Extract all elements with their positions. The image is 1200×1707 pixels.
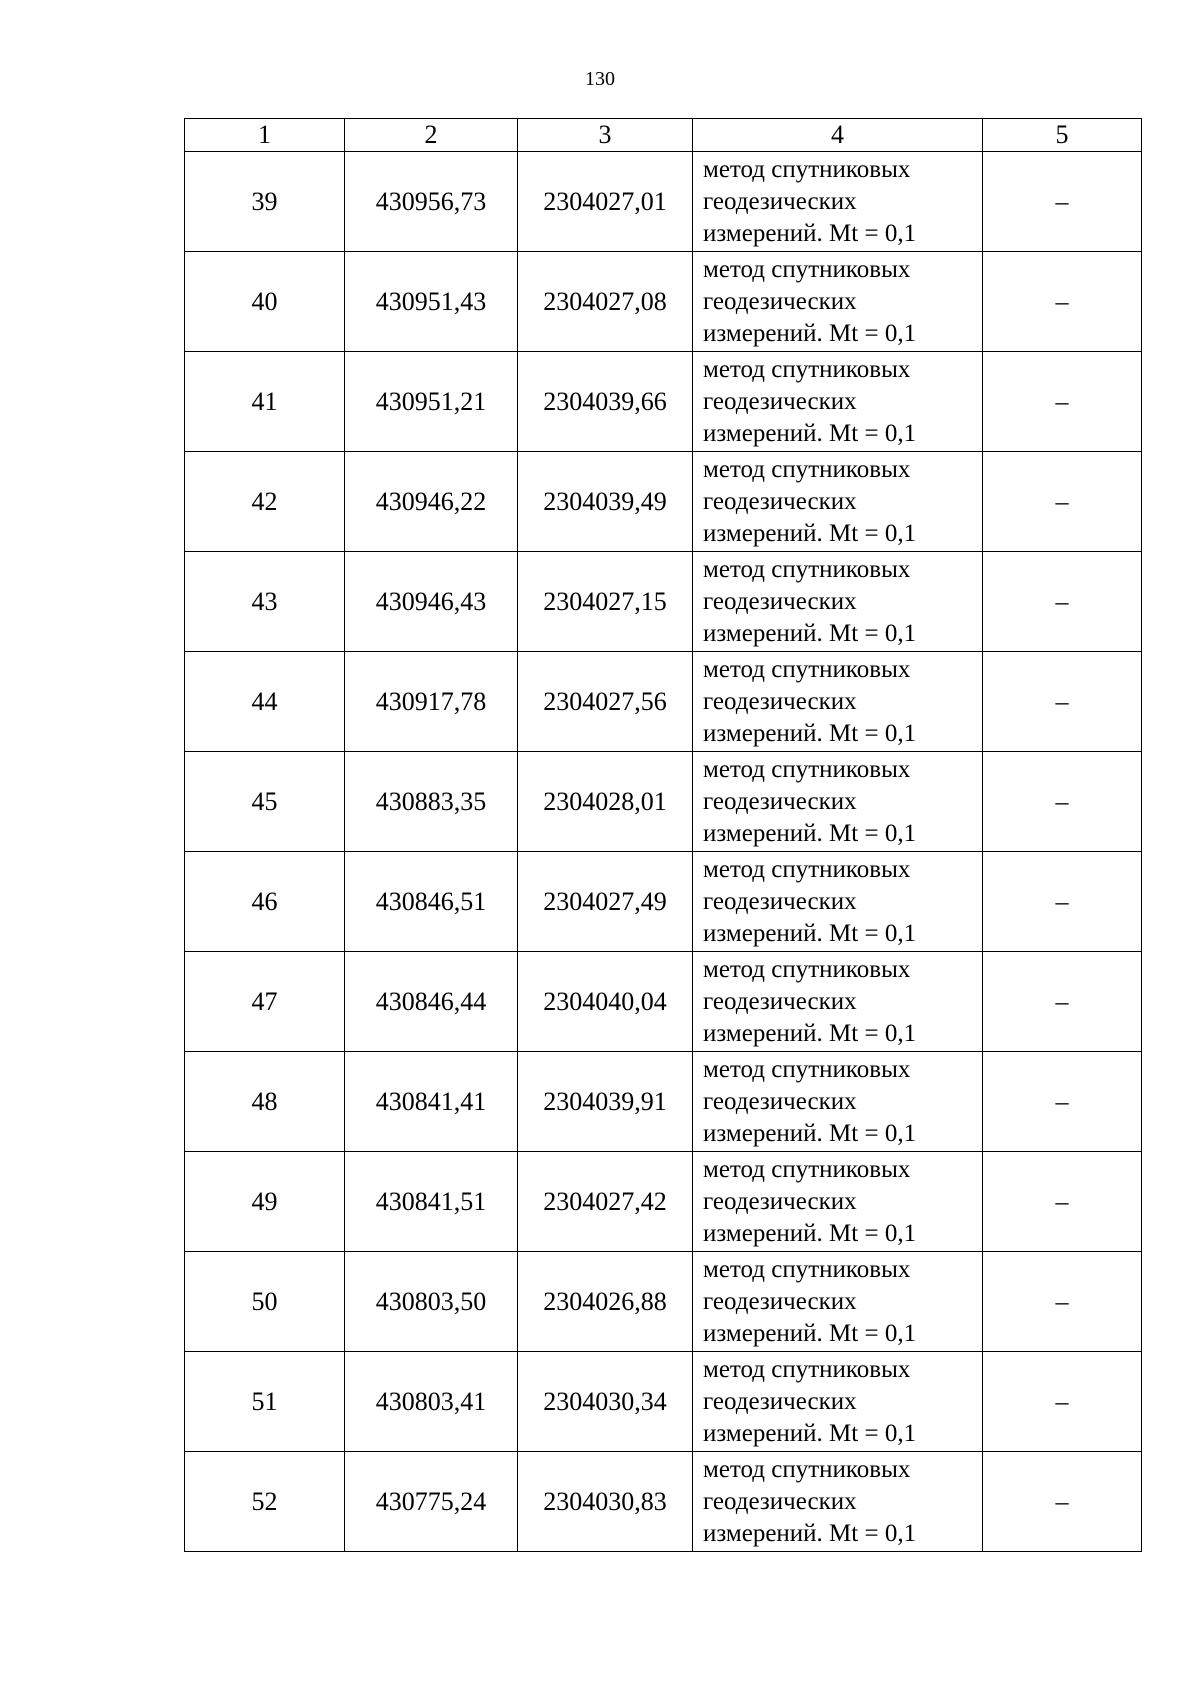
- note-cell: –: [983, 1352, 1142, 1452]
- column-header: 5: [983, 119, 1142, 152]
- y-coordinate-cell: 2304039,66: [518, 352, 693, 452]
- method-text-line: метод спутниковых: [703, 155, 911, 183]
- table-row: [185, 252, 1142, 352]
- table-row: [185, 652, 1142, 752]
- point-number-cell: 52: [185, 1452, 345, 1552]
- page-number: 130: [585, 68, 615, 90]
- y-coordinate-cell: 2304028,01: [518, 752, 693, 852]
- method-text-line: измерений. Mt = 0,1: [703, 1019, 917, 1047]
- point-number-cell: 43: [185, 552, 345, 652]
- point-number-cell: 41: [185, 352, 345, 452]
- method-text-line: метод спутниковых: [703, 255, 911, 283]
- note-cell: –: [983, 652, 1142, 752]
- method-cell: [693, 352, 983, 452]
- y-coordinate-cell: 2304027,08: [518, 252, 693, 352]
- y-coordinate-cell: 2304027,56: [518, 652, 693, 752]
- method-cell: [693, 652, 983, 752]
- table-row: [185, 152, 1142, 252]
- note-cell: –: [983, 952, 1142, 1052]
- note-cell: –: [983, 152, 1142, 252]
- point-number-cell: 49: [185, 1152, 345, 1252]
- method-cell: [693, 752, 983, 852]
- method-text-line: метод спутниковых: [703, 1155, 911, 1183]
- y-coordinate-cell: 2304039,91: [518, 1052, 693, 1152]
- x-coordinate-cell: 430956,73: [345, 152, 518, 252]
- point-number-cell: 47: [185, 952, 345, 1052]
- method-text-line: метод спутниковых: [703, 955, 911, 983]
- point-number-cell: 51: [185, 1352, 345, 1452]
- method-text-line: метод спутниковых: [703, 455, 911, 483]
- method-text-line: измерений. Mt = 0,1: [703, 719, 917, 747]
- method-text-line: метод спутниковых: [703, 855, 911, 883]
- point-number-cell: 50: [185, 1252, 345, 1352]
- point-number-cell: 46: [185, 852, 345, 952]
- method-text-line: метод спутниковых: [703, 1455, 911, 1483]
- table-row: [185, 752, 1142, 852]
- x-coordinate-cell: 430841,51: [345, 1152, 518, 1252]
- y-coordinate-cell: 2304027,15: [518, 552, 693, 652]
- method-cell: [693, 1252, 983, 1352]
- method-text-line: измерений. Mt = 0,1: [703, 319, 917, 347]
- method-text-line: измерений. Mt = 0,1: [703, 419, 917, 447]
- table-row: [185, 1352, 1142, 1452]
- method-text-line: геодезических: [703, 487, 857, 515]
- note-cell: –: [983, 552, 1142, 652]
- x-coordinate-cell: 430803,50: [345, 1252, 518, 1352]
- note-cell: –: [983, 1052, 1142, 1152]
- x-coordinate-cell: 430917,78: [345, 652, 518, 752]
- x-coordinate-cell: 430846,51: [345, 852, 518, 952]
- point-number-cell: 45: [185, 752, 345, 852]
- method-text-line: измерений. Mt = 0,1: [703, 1119, 917, 1147]
- x-coordinate-cell: 430841,41: [345, 1052, 518, 1152]
- table-row: [185, 852, 1142, 952]
- point-number-cell: 40: [185, 252, 345, 352]
- method-text-line: геодезических: [703, 1087, 857, 1115]
- method-text-line: метод спутниковых: [703, 1255, 911, 1283]
- method-text-line: геодезических: [703, 287, 857, 315]
- x-coordinate-cell: 430803,41: [345, 1352, 518, 1452]
- y-coordinate-cell: 2304027,01: [518, 152, 693, 252]
- method-text-line: геодезических: [703, 687, 857, 715]
- method-text-line: измерений. Mt = 0,1: [703, 819, 917, 847]
- method-cell: [693, 152, 983, 252]
- x-coordinate-cell: 430946,43: [345, 552, 518, 652]
- table-row: [185, 952, 1142, 1052]
- y-coordinate-cell: 2304026,88: [518, 1252, 693, 1352]
- column-header: 4: [693, 119, 983, 152]
- method-cell: [693, 1452, 983, 1552]
- y-coordinate-cell: 2304030,34: [518, 1352, 693, 1452]
- method-text-line: метод спутниковых: [703, 755, 911, 783]
- method-text-line: геодезических: [703, 1387, 857, 1415]
- method-text-line: измерений. Mt = 0,1: [703, 1219, 917, 1247]
- x-coordinate-cell: 430846,44: [345, 952, 518, 1052]
- method-text-line: метод спутниковых: [703, 555, 911, 583]
- note-cell: –: [983, 852, 1142, 952]
- table-row: [185, 1152, 1142, 1252]
- y-coordinate-cell: 2304039,49: [518, 452, 693, 552]
- method-cell: [693, 1352, 983, 1452]
- table-header-row: [185, 119, 1142, 152]
- y-coordinate-cell: 2304040,04: [518, 952, 693, 1052]
- method-cell: [693, 852, 983, 952]
- method-cell: [693, 952, 983, 1052]
- method-text-line: измерений. Mt = 0,1: [703, 619, 917, 647]
- method-text-line: геодезических: [703, 587, 857, 615]
- method-text-line: геодезических: [703, 987, 857, 1015]
- note-cell: –: [983, 1452, 1142, 1552]
- point-number-cell: 39: [185, 152, 345, 252]
- method-text-line: геодезических: [703, 187, 857, 215]
- method-text-line: измерений. Mt = 0,1: [703, 919, 917, 947]
- y-coordinate-cell: 2304027,42: [518, 1152, 693, 1252]
- method-cell: [693, 452, 983, 552]
- method-text-line: метод спутниковых: [703, 1355, 911, 1383]
- y-coordinate-cell: 2304030,83: [518, 1452, 693, 1552]
- method-text-line: метод спутниковых: [703, 355, 911, 383]
- point-number-cell: 48: [185, 1052, 345, 1152]
- x-coordinate-cell: 430951,43: [345, 252, 518, 352]
- method-text-line: измерений. Mt = 0,1: [703, 1419, 917, 1447]
- table-row: [185, 452, 1142, 552]
- method-text-line: измерений. Mt = 0,1: [703, 519, 917, 547]
- method-text-line: геодезических: [703, 1287, 857, 1315]
- x-coordinate-cell: 430775,24: [345, 1452, 518, 1552]
- x-coordinate-cell: 430946,22: [345, 452, 518, 552]
- point-number-cell: 44: [185, 652, 345, 752]
- column-header: 1: [185, 119, 345, 152]
- x-coordinate-cell: 430951,21: [345, 352, 518, 452]
- method-text-line: геодезических: [703, 1487, 857, 1515]
- column-header: 3: [518, 119, 693, 152]
- method-text-line: геодезических: [703, 787, 857, 815]
- method-text-line: измерений. Mt = 0,1: [703, 1519, 917, 1547]
- note-cell: –: [983, 1252, 1142, 1352]
- method-cell: [693, 1052, 983, 1152]
- method-text-line: метод спутниковых: [703, 1055, 911, 1083]
- point-number-cell: 42: [185, 452, 345, 552]
- note-cell: –: [983, 452, 1142, 552]
- method-text-line: геодезических: [703, 1187, 857, 1215]
- note-cell: –: [983, 252, 1142, 352]
- table-row: [185, 552, 1142, 652]
- y-coordinate-cell: 2304027,49: [518, 852, 693, 952]
- coordinates-table: [184, 118, 1142, 1552]
- note-cell: –: [983, 752, 1142, 852]
- note-cell: –: [983, 1152, 1142, 1252]
- table-row: [185, 1052, 1142, 1152]
- column-header: 2: [345, 119, 518, 152]
- table-row: [185, 352, 1142, 452]
- method-text-line: метод спутниковых: [703, 655, 911, 683]
- method-cell: [693, 1152, 983, 1252]
- method-text-line: измерений. Mt = 0,1: [703, 1319, 917, 1347]
- method-text-line: геодезических: [703, 387, 857, 415]
- method-text-line: геодезических: [703, 887, 857, 915]
- method-cell: [693, 552, 983, 652]
- table-row: [185, 1452, 1142, 1552]
- x-coordinate-cell: 430883,35: [345, 752, 518, 852]
- method-cell: [693, 252, 983, 352]
- table-row: [185, 1252, 1142, 1352]
- method-text-line: измерений. Mt = 0,1: [703, 219, 917, 247]
- note-cell: –: [983, 352, 1142, 452]
